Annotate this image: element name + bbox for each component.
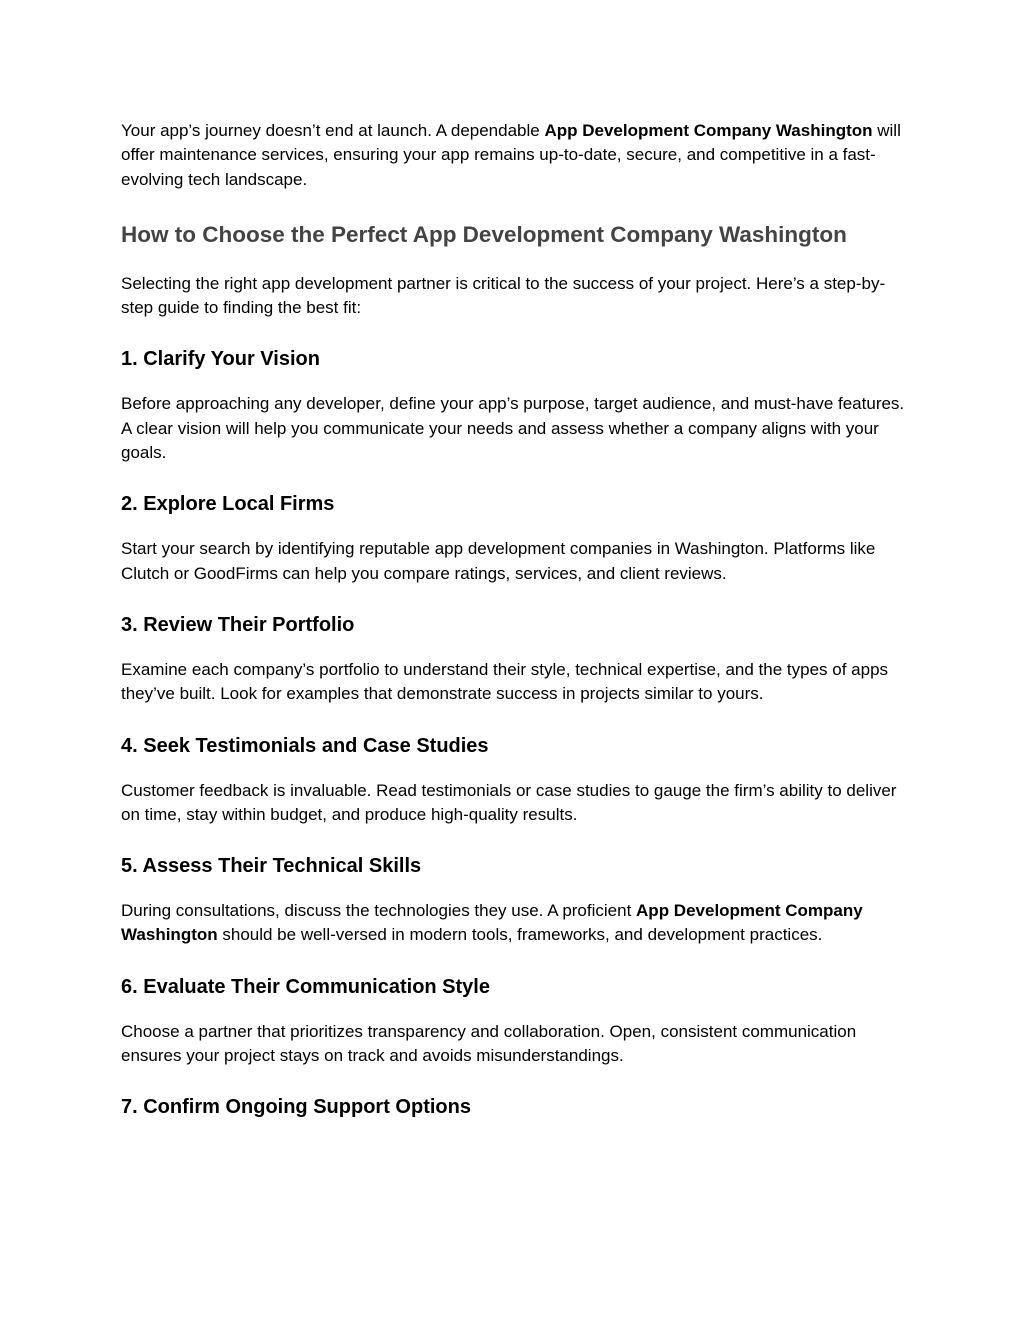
intro-keyword-bold: App Development Company Washington (544, 121, 873, 140)
section-heading: How to Choose the Perfect App Development Company Washington (121, 221, 847, 247)
step-body-5 (121, 899, 911, 948)
step-heading-7: 7. Confirm Ongoing Support Options (121, 1096, 471, 1119)
step-body-1: Before approaching any developer, define your app’s purpose, target audience, and must-have features. A clear vision will help you communicate your needs and assess whether a company aligns with your goals. (121, 394, 905, 463)
step-5-text-before: During consultations, discuss the technologies they use. A proficient (121, 901, 637, 921)
section-intro-paragraph: Selecting the right app development partner is critical to the success of your project. Here’s a step-by-step guide to finding the best fit: (121, 273, 886, 318)
step-5-text-after: should be well-versed in modern tools, frameworks, and development practices. (217, 925, 823, 945)
step-heading-2: 2. Explore Local Firms (121, 493, 335, 516)
step-heading-1: 1. Clarify Your Vision (121, 348, 320, 371)
step-body-4: Customer feedback is invaluable. Read testimonials or case studies to gauge the firm’s ability to deliver on time, stay within budget, and produce high-quality results. (121, 780, 897, 824)
step-body-2: Start your search by identifying reputable app development companies in Washington. Platforms like Clutch or GoodFirms can help you compare ratings, services, and client reviews. (121, 539, 876, 583)
step-heading-5: 5. Assess Their Technical Skills (121, 855, 422, 878)
step-body-3: Examine each company’s portfolio to understand their style, technical expertise, and the types of apps they’ve built. Look for examples that demonstrate success in projects similar to yours. (121, 659, 889, 704)
step-heading-6: 6. Evaluate Their Communication Style (121, 975, 490, 998)
step-5-keyword-bold: App Development Company Washington (121, 901, 863, 945)
step-heading-3: 3. Review Their Portfolio (121, 613, 355, 636)
intro-text-before: Your app’s journey doesn’t end at launch. A dependable (121, 121, 545, 140)
step-body-6: Choose a partner that prioritizes transparency and collaboration. Open, consistent communication ensures your project stays on track and avoids misunderstandings. (121, 1021, 857, 1066)
document-page (121, 119, 911, 1121)
intro-text-after: will offer maintenance services, ensuring your app remains up-to-date, secure, and competitive in a fast-evolving tech landscape. (121, 121, 901, 189)
intro-paragraph (121, 119, 911, 192)
step-heading-4: 4. Seek Testimonials and Case Studies (121, 734, 489, 757)
